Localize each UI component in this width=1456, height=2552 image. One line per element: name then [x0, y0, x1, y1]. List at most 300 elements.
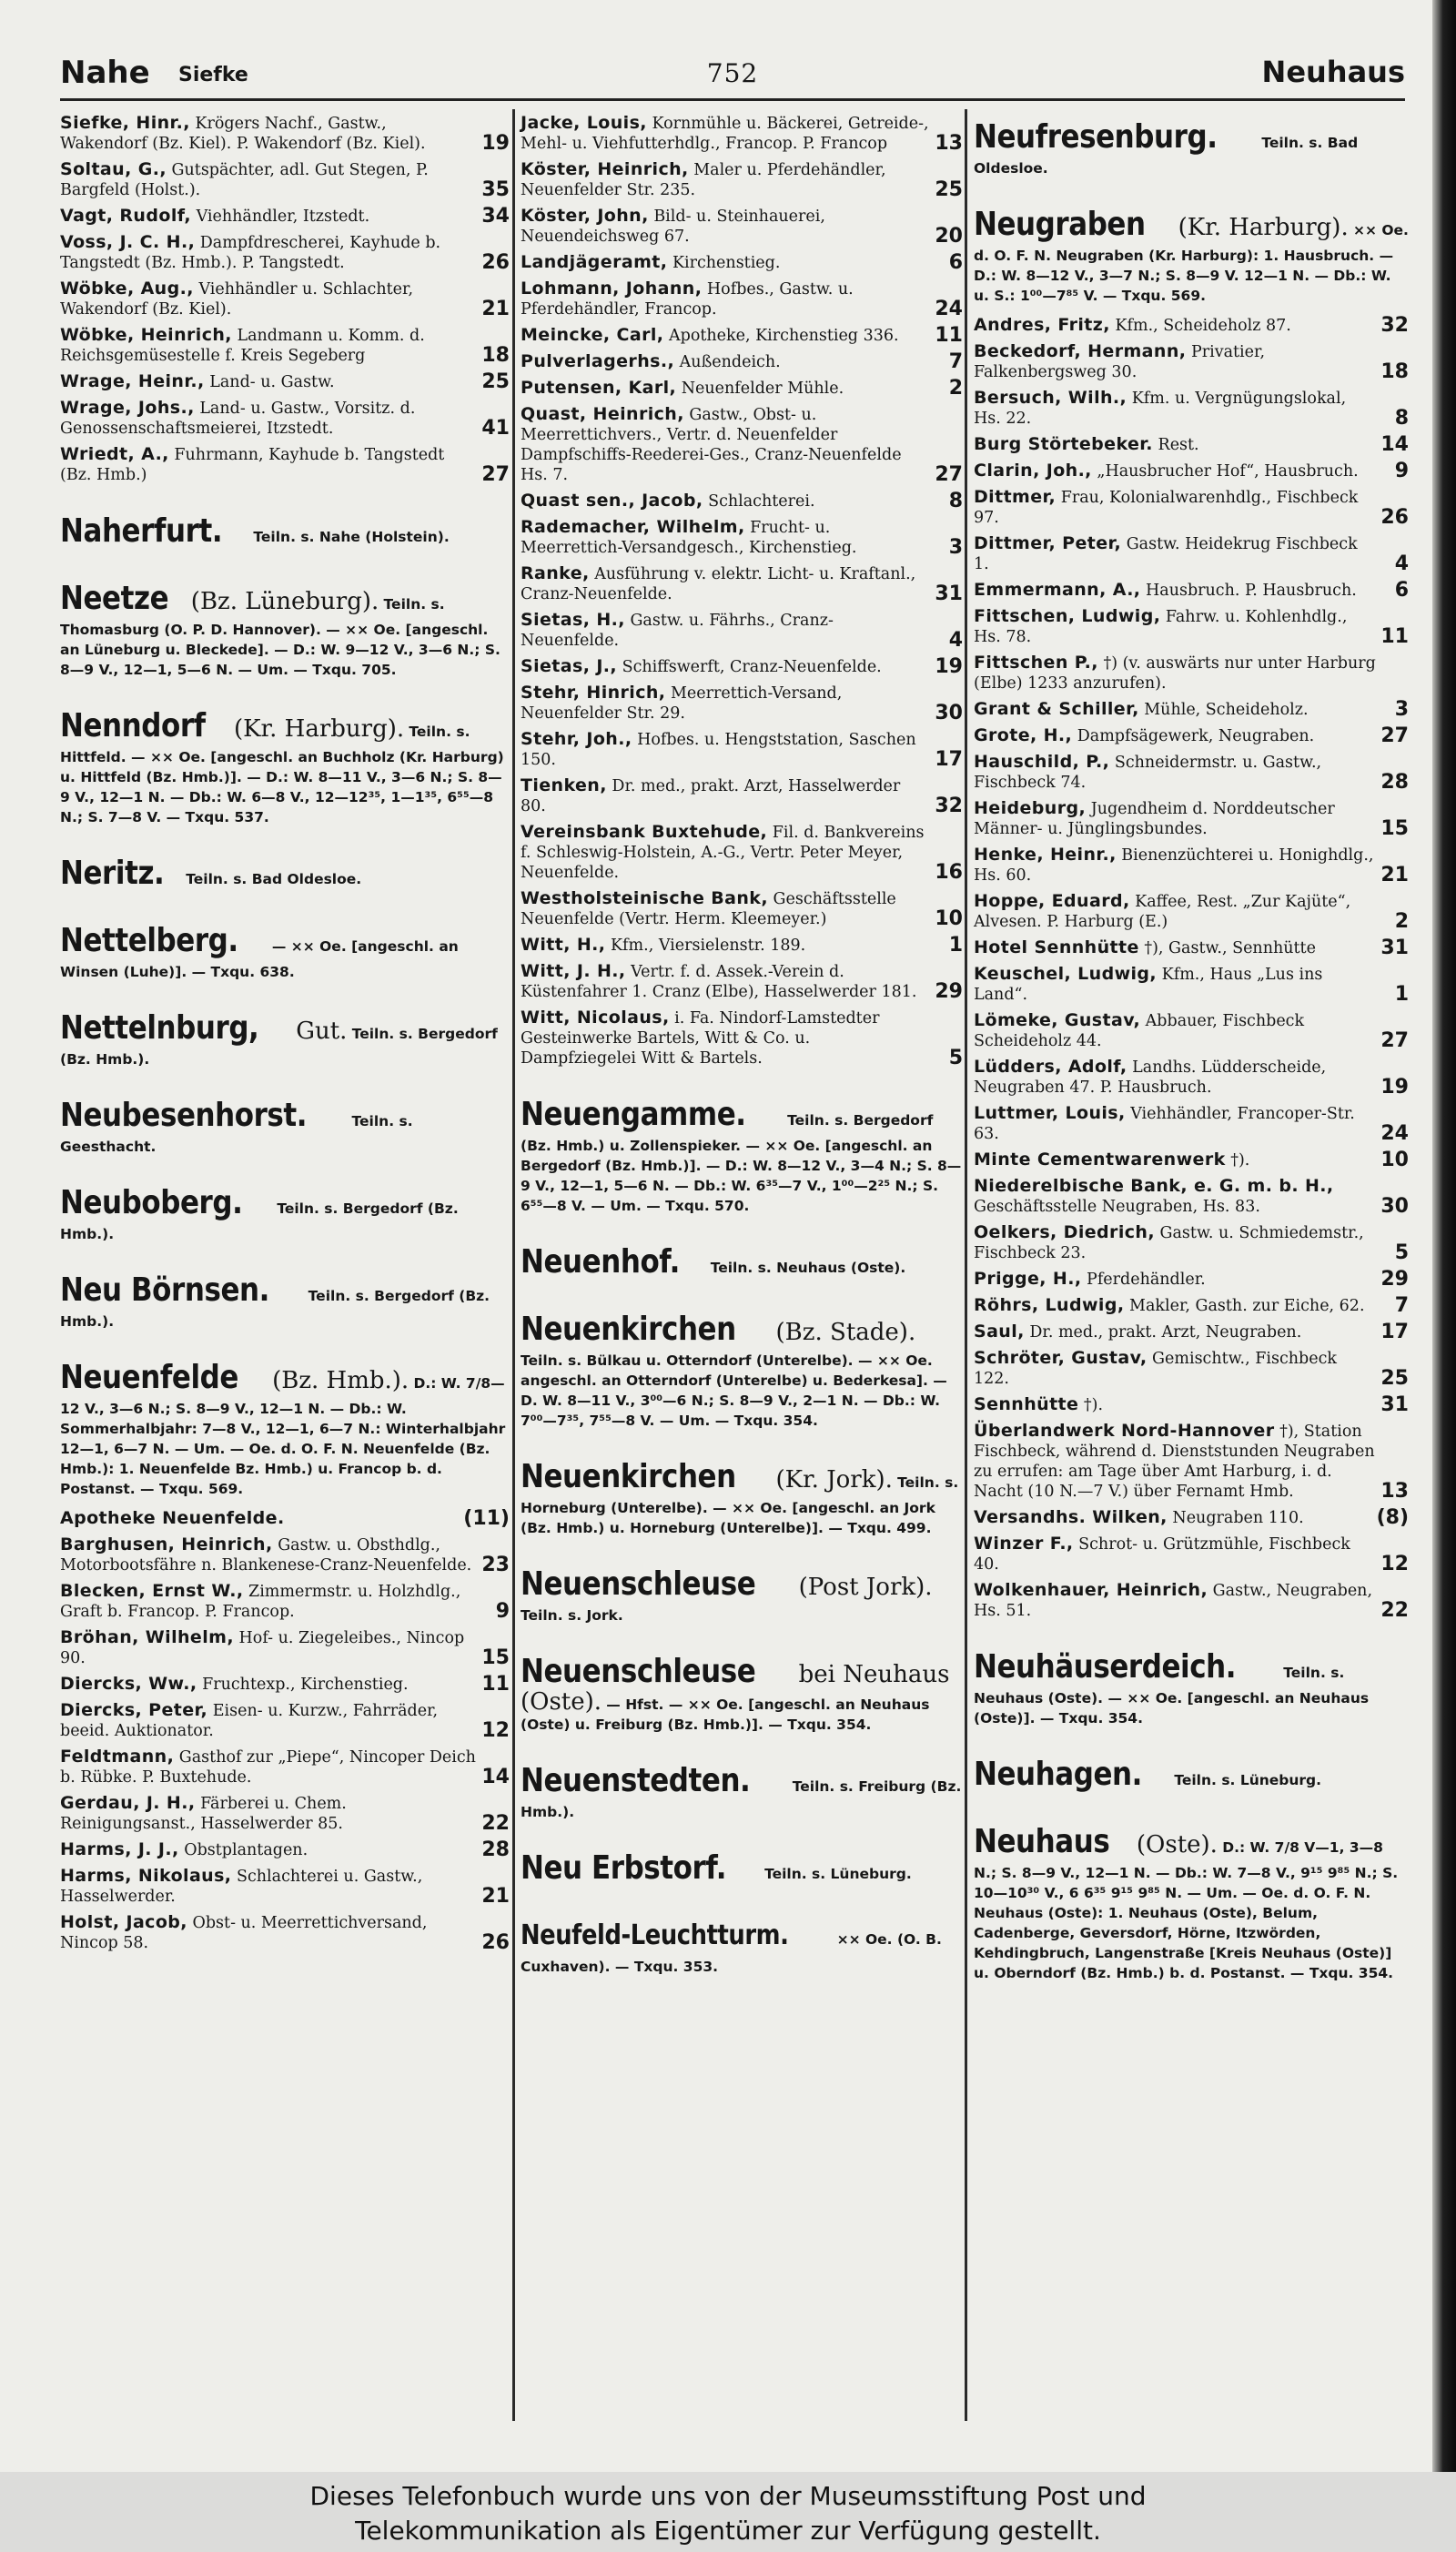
subscriber-name: Köster, John, [521, 206, 649, 226]
subscriber-details: Land- u. Gastw., Vorsitz. d. Genossenschaftsmeierei, Itzstedt. [60, 400, 416, 438]
phone-number: 25 [481, 370, 510, 393]
subscriber-name: Bröhan, Wilhelm, [60, 1627, 234, 1647]
place-entry [60, 853, 510, 895]
phone-number: 24 [935, 298, 963, 320]
subscriber-entry [521, 351, 963, 372]
subscriber-name: Sietas, J., [521, 656, 618, 676]
phone-number: 9 [1394, 460, 1409, 482]
subscriber-details: Gastw., Obst- u. Meerrettichvers., Vertr. d. Neuenfelder Dampfschiffs-Reederei-Ges., Cranz-Neuenfelde Hs. 7. [521, 406, 902, 484]
subscriber-name: Emmermann, A., [974, 580, 1141, 600]
column-3 [974, 113, 1409, 1992]
subscriber-name: Oelkers, Diedrich, [974, 1222, 1155, 1242]
phone-number: 17 [935, 748, 963, 771]
place-qualifier: (Post Jork). [798, 1574, 933, 1601]
subscriber-entry [521, 729, 963, 770]
place-qualifier: (Bz. Stade). [775, 1319, 916, 1346]
subscriber-name: Wrage, Heinr., [60, 371, 205, 391]
column-divider [512, 109, 515, 2421]
subscriber-details: Abbauer, Fischbeck Scheideholz 44. [974, 1012, 1305, 1050]
phone-number: 22 [481, 1812, 510, 1835]
place-name: Neuenstedten. [521, 1762, 751, 1799]
subscriber-entry [521, 159, 963, 200]
place-info: Teiln. s. Bülkau u. Otterndorf (Unterelbe). — ×× Oe. angeschl. an Otterndorf (Unterelbe) u. Bederkesa]. — D. W. 8—11 V., 3⁰⁰—6 N.; S. 8—9 V., 2—1 N. — Db.: W. 7⁰⁰—7³⁵, 7⁵⁵—8 V. — Um. — Txqu. 354. [521, 1352, 947, 1429]
phone-number: 26 [1380, 506, 1409, 529]
phone-number: 35 [481, 178, 510, 201]
place-info: ×× Oe. (O. B. Cuxhaven). — Txqu. 353. [521, 1931, 942, 1975]
subscriber-name: Schröter, Gustav, [974, 1348, 1148, 1368]
subscriber-details: Geschäftsstelle Neugraben, Hs. 83. [974, 1198, 1260, 1216]
page-header [60, 55, 1405, 100]
subscriber-details: Fuhrmann, Kayhude b. Tangstedt (Bz. Hmb.) [60, 446, 445, 484]
phone-number: 12 [481, 1719, 510, 1742]
subscriber-details: Eisen- u. Kurzw., Fahrräder, beeid. Auktionator. [60, 1702, 439, 1740]
subscriber-details: Gasthof zur „Piepe“, Nincoper Deich b. Rübke. P. Buxtehude. [60, 1748, 476, 1787]
place-name: Neuenschleuse [521, 1653, 756, 1690]
subscriber-entry [521, 378, 963, 399]
phone-number: 21 [1380, 864, 1409, 886]
subscriber-name: Fittschen, Ludwig, [974, 606, 1161, 626]
subscriber-name: Wöbke, Aug., [60, 278, 194, 299]
place-name: Neetze [60, 580, 169, 617]
place-entry [60, 705, 510, 827]
subscriber-entry [60, 1581, 510, 1622]
subscriber-details: Pferdehändler. [1087, 1271, 1206, 1289]
subscriber-name: Diercks, Ww., [60, 1674, 197, 1694]
phone-number: 41 [481, 417, 510, 440]
place-info: Teiln. s. Geesthacht. [60, 1113, 413, 1155]
place-qualifier: (Kr. Jork). [775, 1466, 893, 1494]
place-name: Neufeld-Leuchtturm. [521, 1919, 789, 1951]
subscriber-details: Land- u. Gastw. [209, 373, 335, 391]
subscriber-details: Bienenzüchterei u. Honighdlg., Hs. 60. [974, 846, 1374, 885]
header-right-keyword: Neuhaus [1261, 55, 1405, 89]
subscriber-entry [521, 610, 963, 651]
subscriber-entry [974, 1507, 1409, 1528]
subscriber-entry [974, 533, 1409, 574]
subscriber-details: Gastw., Neugraben, Hs. 51. [974, 1582, 1373, 1620]
place-entry [521, 1241, 963, 1283]
subscriber-details: Schlachterei. [708, 492, 815, 511]
place-entry [521, 1456, 963, 1538]
subscriber-entry [521, 206, 963, 247]
place-name: Neuboberg. [60, 1184, 243, 1221]
phone-number: 4 [1394, 552, 1409, 575]
subscriber-name: Westholsteinische Bank, [521, 888, 768, 908]
place-info: Teiln. s. Neuhaus (Oste). — ×× Oe. [angeschl. an Neuhaus (Oste)]. — Txqu. 354. [974, 1665, 1370, 1727]
phone-number: 21 [481, 1885, 510, 1908]
phone-number: 13 [935, 132, 963, 155]
subscriber-entry [974, 1322, 1409, 1342]
place-entry [521, 1915, 963, 1977]
subscriber-entry [60, 1508, 510, 1529]
place-name: Neuenkirchen [521, 1458, 736, 1495]
place-info: Teiln. s. Thomasburg (O. P. D. Hannover). — ×× Oe. [angeschl. an Lüneburg u. Bleckede]. — D.: W. 9—12 V., 3—6 N.; S. 8—9 V., 12—1, 5—6 N. — Um. — Txqu. 705. [60, 596, 500, 678]
subscriber-name: Prigge, H., [974, 1269, 1082, 1289]
place-info: D.: W. 7/8—12 V., 3—6 N.; S. 8—9 V., 12—1 N. — Db.: W. Sommerhalbjahr: 7—8 V., 12—1, 6—7 N.: Winterhalbjahr 12—1, 6—7 N. — Um. — Oe. d. O. F. N. Neuenfelde (Bz. Hmb.): 1. Neuenfelde Bz. Hmb.) u. Francop b. d. Postanst. — Txqu. 569. [60, 1375, 506, 1497]
subscriber-name: Diercks, Peter, [60, 1700, 208, 1720]
phone-number: 20 [935, 225, 963, 248]
subscriber-name: Andres, Fritz, [974, 315, 1110, 335]
phone-number: 15 [1380, 817, 1409, 840]
place-name: Neuhagen. [974, 1756, 1142, 1793]
subscriber-details: Kfm., Scheideholz 87. [1115, 317, 1291, 335]
phone-number: 24 [1380, 1122, 1409, 1145]
subscriber-name: Wöbke, Heinrich, [60, 325, 232, 345]
subscriber-name: Apotheke Neuenfelde. [60, 1508, 285, 1528]
subscriber-entry [974, 315, 1409, 336]
phone-number: 30 [935, 702, 963, 724]
header-left-first-entry: Siefke [178, 64, 248, 86]
place-info: Teiln. s. Bergedorf (Bz. Hmb.) u. Zollenspieker. — ×× Oe. [angeschl. an Bergedorf (Bz. Hmb.)]. — D.: W. 8—12 V., 3—4 N.; S. 8—9 V., 12—1, 5—6 N. — Db.: W. 6³⁵—7 V., 1⁰⁰—2²⁵ N.; S. 6⁵⁵—8 V. — Um. — Txqu. 570. [521, 1112, 962, 1214]
phone-number: 19 [1380, 1076, 1409, 1099]
phone-number: 2 [948, 377, 963, 400]
subscriber-entry [60, 371, 510, 392]
place-name: Neu Erbstorf. [521, 1849, 727, 1887]
place-info: Teiln. s. Bergedorf (Bz. Hmb.). [60, 1026, 498, 1068]
column-2 [521, 113, 963, 1986]
subscriber-details: Hof- u. Ziegeleibes., Nincop 90. [60, 1629, 465, 1667]
subscriber-name: Witt, Nicolaus, [521, 1008, 670, 1028]
subscriber-entry [60, 1700, 510, 1741]
subscriber-entry [60, 159, 510, 200]
subscriber-details: Kaffee, Rest. „Zur Kajüte“, Alvesen. P. Harburg (E.) [974, 893, 1351, 931]
place-qualifier: (Kr. Harburg). [233, 715, 405, 743]
place-info: Teiln. s. Hittfeld. — ×× Oe. [angeschl. an Buchholz (Kr. Harburg) u. Hittfeld (Bz. Hmb.)]. — D.: W. 8—11 V., 3—6 N.; S. 8—9 V., 12—1 N. — Db.: W. 6—8 V., 12—12³⁵, 1—1³⁵, 6⁵⁵—8 N.; S. 7—8 V. — Txqu. 537. [60, 724, 504, 825]
phone-number: 12 [1380, 1553, 1409, 1575]
subscriber-details: Schneidermstr. u. Gastw., Fischbeck 74. [974, 754, 1322, 792]
subscriber-entry [60, 206, 510, 227]
phone-number: 3 [948, 536, 963, 559]
subscriber-details: Neuenfelder Mühle. [681, 380, 844, 398]
phone-number: 6 [1394, 579, 1409, 602]
phone-number: 1 [1394, 983, 1409, 1006]
place-name: Neuenkirchen [521, 1311, 736, 1348]
subscriber-name: Grote, H., [974, 725, 1073, 745]
subscriber-details: Hofbes. u. Hengststation, Saschen 150. [521, 731, 916, 769]
phone-number: 28 [481, 1838, 510, 1861]
subscriber-details: Apotheke, Kirchenstieg 336. [668, 327, 899, 345]
phone-number: 29 [935, 980, 963, 1003]
place-qualifier: Gut. [296, 1018, 348, 1045]
phone-number: 18 [481, 344, 510, 367]
subscriber-name: Wolkenhauer, Heinrich, [974, 1580, 1208, 1600]
subscriber-details: Jugendheim d. Norddeutscher Männer- u. Jünglingsbundes. [974, 800, 1335, 838]
phone-number: 7 [948, 350, 963, 373]
place-qualifier: (Oste). [1136, 1831, 1218, 1858]
subscriber-name: Vagt, Rudolf, [60, 206, 191, 226]
subscriber-name: Witt, H., [521, 935, 606, 955]
phone-number: 5 [1394, 1241, 1409, 1264]
subscriber-details: Viehhändler, Itzstedt. [196, 208, 370, 226]
phone-number: 21 [481, 298, 510, 320]
phone-number: 10 [1380, 1149, 1409, 1171]
subscriber-entry [521, 113, 963, 154]
place-entry [974, 116, 1409, 178]
place-info: Teiln. s. Bad Oldesloe. [974, 135, 1359, 177]
place-entry [974, 1821, 1409, 1983]
phone-number: 3 [1394, 698, 1409, 721]
subscriber-details: Färberei u. Chem. Reinigungsanst., Hasselwerder 85. [60, 1795, 347, 1833]
subscriber-name: Lömeke, Gustav, [974, 1010, 1141, 1030]
place-entry [60, 920, 510, 982]
phone-number: 26 [481, 251, 510, 274]
phone-number: 14 [1380, 433, 1409, 456]
subscriber-entry [974, 699, 1409, 720]
subscriber-name: Hoppe, Eduard, [974, 891, 1130, 911]
subscriber-details: Dampfdrescherei, Kayhude b. Tangstedt (Bz. Hmb.). P. Tangstedt. [60, 234, 441, 272]
subscriber-entry [60, 1839, 510, 1860]
subscriber-entry [974, 1295, 1409, 1316]
place-entry [60, 1357, 510, 1499]
subscriber-name: Versandhs. Wilken, [974, 1507, 1168, 1527]
subscriber-entry [521, 1008, 963, 1068]
subscriber-name: Sennhütte [974, 1394, 1079, 1414]
header-rule [60, 98, 1405, 101]
subscriber-entry [974, 964, 1409, 1005]
subscriber-details: Schrot- u. Grützmühle, Fischbeck 40. [974, 1535, 1350, 1574]
subscriber-name: Stehr, Joh., [521, 729, 632, 749]
subscriber-name: Barghusen, Heinrich, [60, 1534, 273, 1554]
subscriber-details: †), Gastw., Sennhütte [1144, 939, 1316, 957]
phone-number: 27 [1380, 1029, 1409, 1052]
subscriber-entry [974, 845, 1409, 886]
subscriber-entry [60, 232, 510, 273]
subscriber-entry [974, 434, 1409, 455]
subscriber-details: Schlachterei u. Gastw., Hasselwerder. [60, 1868, 423, 1906]
subscriber-details: Bild- u. Steinhauerei, Neuendeichsweg 67. [521, 208, 825, 246]
place-name: Neuhäuserdeich. [974, 1648, 1237, 1686]
subscriber-name: Köster, Heinrich, [521, 159, 689, 179]
subscriber-name: Heideburg, [974, 798, 1087, 818]
subscriber-name: Landjägeramt, [521, 252, 668, 272]
subscriber-entry [974, 937, 1409, 958]
subscriber-entry [974, 1176, 1409, 1217]
subscriber-details: Fil. d. Bankvereins f. Schleswig-Holstein, A.-G., Vertr. Peter Meyer, Neuenfelde. [521, 824, 925, 882]
subscriber-name: Quast, Heinrich, [521, 404, 684, 424]
phone-number: 4 [948, 629, 963, 652]
phone-number: 18 [1380, 360, 1409, 383]
subscriber-details: Privatier, Falkenbergsweg 30. [974, 343, 1266, 381]
phone-number: 23 [481, 1554, 510, 1576]
subscriber-entry [974, 891, 1409, 932]
phone-number: 27 [1380, 724, 1409, 747]
subscriber-entry [521, 491, 963, 511]
subscriber-name: Soltau, G., [60, 159, 167, 179]
subscriber-entry [974, 1103, 1409, 1144]
subscriber-details: Ausführung v. elektr. Licht- u. Kraftanl., Cranz-Neuenfelde. [521, 565, 916, 603]
phone-number: 19 [481, 132, 510, 155]
place-name: Naherfurt. [60, 512, 223, 550]
subscriber-details: Hausbruch. P. Hausbruch. [1146, 582, 1357, 600]
place-entry [974, 1646, 1409, 1728]
header-left-keyword: Nahe [60, 55, 150, 91]
subscriber-details: Frucht- u. Meerrettich-Versandgesch., Kirchenstieg. [521, 519, 857, 557]
subscriber-name: Lohmann, Johann, [521, 278, 703, 299]
phone-number: (11) [463, 1507, 510, 1530]
place-name: Neubesenhorst. [60, 1097, 308, 1134]
subscriber-entry [60, 1674, 510, 1695]
phone-number: 25 [1380, 1367, 1409, 1390]
subscriber-details: Zimmermstr. u. Holzhdlg., Graft b. Francop. P. Francop. [60, 1583, 461, 1621]
subscriber-entry [974, 388, 1409, 429]
subscriber-name: Winzer F., [974, 1534, 1074, 1554]
place-info: Teiln. s. Bad Oldesloe. [186, 871, 362, 887]
phone-number: 22 [1380, 1599, 1409, 1622]
subscriber-name: Wriedt, A., [60, 444, 169, 464]
subscriber-entry [974, 1222, 1409, 1263]
subscriber-name: Meincke, Carl, [521, 325, 664, 345]
place-name: Neuengamme. [521, 1096, 746, 1133]
subscriber-entry [974, 1580, 1409, 1621]
place-qualifier: (Bz. Hmb.). [272, 1367, 410, 1394]
place-qualifier: (Bz. Lüneburg). [190, 588, 379, 615]
subscriber-entry [974, 341, 1409, 382]
subscriber-entry [974, 1348, 1409, 1389]
subscriber-entry [974, 1394, 1409, 1415]
subscriber-entry [974, 653, 1409, 694]
subscriber-details: †). [1083, 1396, 1104, 1414]
place-info: D.: W. 7/8 V—1, 3—8 N.; S. 8—9 V., 12—1 N. — Db.: W. 7—8 V., 9¹⁵ 9⁸⁵ N.; S. 10—10³⁰ V., 6 6³⁵ 9¹⁵ 9⁸⁵ N. — Um. — Oe. d. O. F. N. Neuhaus (Oste): 1. Neuhaus (Oste), Belum, Cadenberge, Geversdorf, Hörne, Itzwörden, Kehdingbruch, Langenstraße [Kreis Neuhaus (Oste)] u. Oberndorf (Bz. Hmb.) b. d. Postanst. — Txqu. 354. [974, 1839, 1399, 1981]
subscriber-details: Gastw. u. Obsthdlg., Motorbootsfähre n. Blankenese-Cranz-Neuenfelde. [60, 1536, 472, 1575]
subscriber-name: Harms, Nikolaus, [60, 1866, 232, 1886]
subscriber-entry [60, 398, 510, 439]
phone-number: 13 [1380, 1480, 1409, 1503]
subscriber-details: Gutspächter, adl. Gut Stegen, P. Bargfeld (Holst.). [60, 161, 429, 199]
phone-number: 7 [1394, 1294, 1409, 1317]
subscriber-entry [60, 113, 510, 154]
place-entry [521, 1760, 963, 1822]
phone-number: (8) [1376, 1506, 1409, 1529]
subscriber-entry [60, 1747, 510, 1787]
subscriber-details: Obst- u. Meerrettichversand, Nincop 58. [60, 1914, 428, 1952]
place-entry [60, 578, 510, 680]
place-entry [60, 1095, 510, 1157]
place-name: Neuenfelde [60, 1359, 238, 1396]
subscriber-name: Pulverlagerhs., [521, 351, 675, 371]
subscriber-entry [974, 752, 1409, 793]
phone-number: 34 [481, 205, 510, 228]
place-entry [521, 1564, 963, 1625]
subscriber-entry [521, 517, 963, 558]
place-info: Teiln. s. Horneburg (Unterelbe). — ×× Oe. [angeschl. an Jork (Bz. Hmb.) u. Horneburg (Unterelbe)]. — Txqu. 499. [521, 1474, 959, 1536]
subscriber-details: Fahrw. u. Kohlenhdlg., Hs. 78. [974, 608, 1348, 646]
scan-edge-shadow [1432, 0, 1456, 2472]
place-name: Neuenhof. [521, 1243, 680, 1281]
subscriber-name: Clarin, Joh., [974, 461, 1092, 481]
subscriber-entry [521, 656, 963, 677]
subscriber-name: Hotel Sennhütte [974, 937, 1139, 957]
subscriber-details: Dampfsägewerk, Neugraben. [1077, 727, 1315, 745]
subscriber-details: Makler, Gasth. zur Eiche, 62. [1129, 1297, 1365, 1315]
subscriber-entry [974, 798, 1409, 839]
phone-number: 25 [935, 178, 963, 201]
place-name: Neu Börnsen. [60, 1271, 269, 1309]
subscriber-name: Stehr, Hinrich, [521, 683, 666, 703]
subscriber-name: Überlandwerk Nord-Hannover [974, 1421, 1275, 1441]
subscriber-details: Kfm. u. Vergnügungslokal, Hs. 22. [974, 390, 1347, 428]
place-info: Teiln. s. Neuhaus (Oste). [710, 1260, 906, 1276]
subscriber-name: Luttmer, Louis, [974, 1103, 1126, 1123]
subscriber-entry [521, 775, 963, 816]
subscriber-details: Vertr. f. d. Assek.-Verein d. Küstenfahrer 1. Cranz (Elbe), Hasselwerder 181. [521, 963, 917, 1001]
subscriber-name: Ranke, [521, 563, 590, 583]
subscriber-details: Rest. [1158, 436, 1199, 454]
place-name: Nettelnburg, [60, 1009, 259, 1047]
subscriber-name: Feldtmann, [60, 1747, 175, 1767]
phone-number: 10 [935, 907, 963, 930]
phone-number: 16 [935, 861, 963, 884]
phone-number: 26 [481, 1931, 510, 1954]
subscriber-entry [974, 606, 1409, 647]
subscriber-name: Grant & Schiller, [974, 699, 1139, 719]
place-entry [521, 1651, 963, 1735]
phone-number: 29 [1380, 1268, 1409, 1291]
subscriber-entry [974, 1010, 1409, 1051]
page-number: 752 [706, 58, 759, 88]
place-info: Teiln. s. Lüneburg. [764, 1866, 912, 1882]
phone-number: 17 [1380, 1321, 1409, 1343]
place-name: Neuhaus [974, 1823, 1110, 1860]
subscriber-details: Gastw. u. Fährhs., Cranz-Neuenfelde. [521, 612, 834, 650]
subscriber-details: Gemischtw., Fischbeck 122. [974, 1350, 1338, 1388]
subscriber-entry [521, 888, 963, 929]
subscriber-entry [521, 325, 963, 346]
place-info: Teiln. s. Bergedorf (Bz. Hmb.). [60, 1288, 490, 1330]
subscriber-name: Sietas, H., [521, 610, 625, 630]
subscriber-entry [60, 1793, 510, 1834]
subscriber-entry [974, 1269, 1409, 1290]
subscriber-entry [974, 1149, 1409, 1170]
phone-number: 11 [1380, 625, 1409, 648]
subscriber-details: Frau, Kolonialwarenhdlg., Fischbeck 97. [974, 489, 1359, 527]
subscriber-entry [521, 563, 963, 604]
subscriber-details: Kfm., Haus „Lus ins Land“. [974, 966, 1323, 1004]
phone-number: 15 [481, 1646, 510, 1669]
subscriber-name: Quast sen., Jacob, [521, 491, 703, 511]
subscriber-details: i. Fa. Nindorf-Lamstedter Gesteinwerke Bartels, Witt & Co. u. Dampfziegelei Witt & Bartels. [521, 1009, 880, 1068]
place-entry [60, 1270, 510, 1332]
subscriber-details: Außendeich. [679, 353, 781, 371]
place-info: ×× Oe. d. O. F. N. Neugraben (Kr. Harburg): 1. Hausbruch. — D.: W. 8—12 V., 3—7 N.; S. 8—9 V. 12—1 N. — Db.: W. u. S.: 1⁰⁰—7⁸⁵ V. — Txqu. 569. [974, 222, 1409, 304]
subscriber-name: Holst, Jacob, [60, 1912, 187, 1932]
place-name: Neufresenburg. [974, 118, 1218, 156]
subscriber-details: Landhs. Lüdderscheide, Neugraben 47. P. Hausbruch. [974, 1058, 1327, 1097]
subscriber-details: Krögers Nachf., Gastw., Wakendorf (Bz. Kiel). P. Wakendorf (Bz. Kiel). [60, 115, 426, 153]
place-entry [60, 1182, 510, 1244]
phone-number: 11 [935, 324, 963, 347]
subscriber-name: Hauschild, P., [974, 752, 1110, 772]
subscriber-entry [60, 1912, 510, 1953]
place-name: Neugraben [974, 206, 1146, 243]
place-name: Nenndorf [60, 707, 206, 744]
subscriber-details: Meerrettich-Versand, Neuenfelder Str. 29. [521, 684, 843, 723]
subscriber-name: Putensen, Karl, [521, 378, 677, 398]
subscriber-entry [974, 461, 1409, 481]
subscriber-details: Gastw. Heidekrug Fischbeck 1. [974, 535, 1358, 573]
phone-number: 9 [495, 1600, 510, 1623]
place-info: Teiln. s. Jork. [521, 1607, 623, 1624]
subscriber-entry [521, 935, 963, 956]
archive-footer [0, 2472, 1456, 2552]
subscriber-entry [60, 444, 510, 485]
subscriber-entry [974, 1421, 1409, 1502]
place-info: — Hfst. — ×× Oe. [angeschl. an Neuhaus (Oste) u. Freiburg (Bz. Hmb.)]. — Txqu. 354. [521, 1696, 930, 1733]
place-name: Nettelberg. [60, 922, 238, 959]
subscriber-details: Schiffswerft, Cranz-Neuenfelde. [622, 658, 882, 676]
phone-number: 6 [948, 251, 963, 274]
subscriber-name: Burg Störtebeker. [974, 434, 1153, 454]
subscriber-name: Beckedorf, Hermann, [974, 341, 1187, 361]
